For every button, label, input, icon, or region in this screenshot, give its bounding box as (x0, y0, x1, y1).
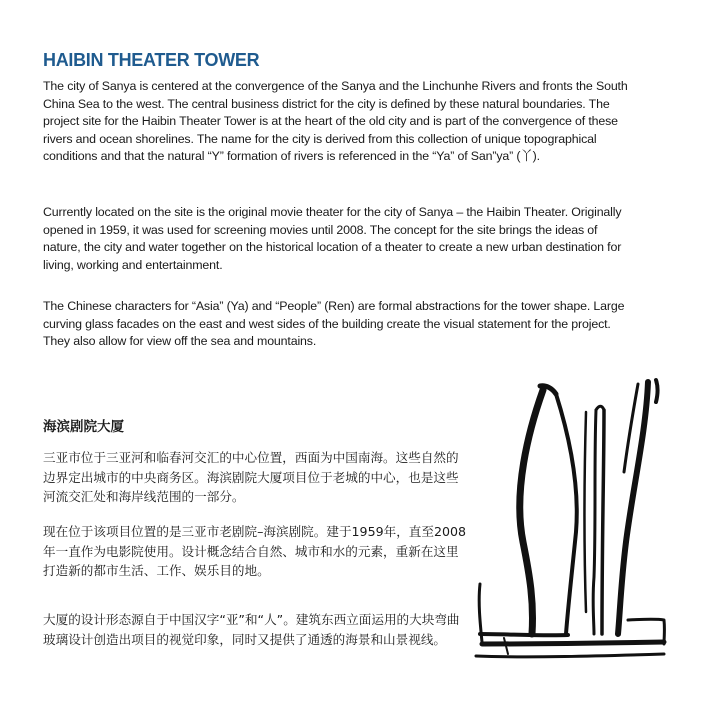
sketch-base-bottom (482, 642, 664, 644)
tower-sketch (468, 372, 668, 690)
english-paragraph-2: Currently located on the site is the original movie theater for the city of Sanya – the Haibin Theater. Originally opened in 1959, it was used for screening movies until 2008. The concept for the site brings the ideas of nature, the city and water together on the historical location of a theater to create a new urban destination for living, working and entertainment. (43, 205, 622, 272)
chinese-heading: 海滨剧院大厦 (43, 419, 124, 435)
sketch-core-line (585, 412, 587, 612)
sketch-ground (476, 654, 664, 657)
chinese-paragraph-3: 大厦的设计形态源自于中国汉字“亚”和“人”。建筑东西立面运用的大块弯曲玻璃设计创造出项目的视觉印象，同时又提供了通透的海景和山景视线。 (43, 612, 460, 647)
sketch-shaft-top (596, 406, 604, 410)
chinese-paragraph-1: 三亚市位于三亚河和临春河交汇的中心位置，西面为中国南海。这些自然的边界定出城市的中央商务区。海滨剧院大厦项目位于老城的中心，也是这些河流交汇处和海岸线范围的一部分。 (43, 450, 459, 504)
english-paragraph-3: The Chinese characters for “Asia” (Ya) and “People” (Ren) are formal abstractions for the tower shape. Large curving glass facades on the east and west sides of the building create the visual statement for the project. They also allow for view off the sea and mountains. (43, 299, 625, 348)
sketch-left-inner (556, 394, 577, 634)
sketch-shaft-1 (593, 410, 596, 634)
english-paragraph-1: The city of Sanya is centered at the convergence of the Sanya and the Linchunhe Rivers and fronts the South China Sea to the west. The central business district for the city is defined by these natural boundaries. The project site for the Haibin Theater Tower is at the heart of the old city and is part of the convergence of these rivers and ocean shorelines. The name for the city is derived from this collection of unique topographical conditions and that the natural “Y” formation of rivers is referenced in the “Ya” of San”ya” (丫). (43, 79, 628, 163)
sketch-right-flick (656, 380, 658, 402)
page-title: HAIBIN THEATER TOWER (43, 50, 260, 70)
chinese-paragraph-2: 现在位于该项目位置的是三亚市老剧院–海滨剧院。建于1959年，直至2008年一直作为电影院使用。设计概念结合自然、城市和水的元素，重新在这里打造新的都市生活、工作、娱乐目的地。 (43, 524, 467, 578)
sketch-shaft-2 (602, 410, 604, 634)
sketch-base-top (480, 634, 568, 635)
sketch-left-curve (520, 390, 543, 634)
sketch-right-inner (624, 384, 638, 472)
